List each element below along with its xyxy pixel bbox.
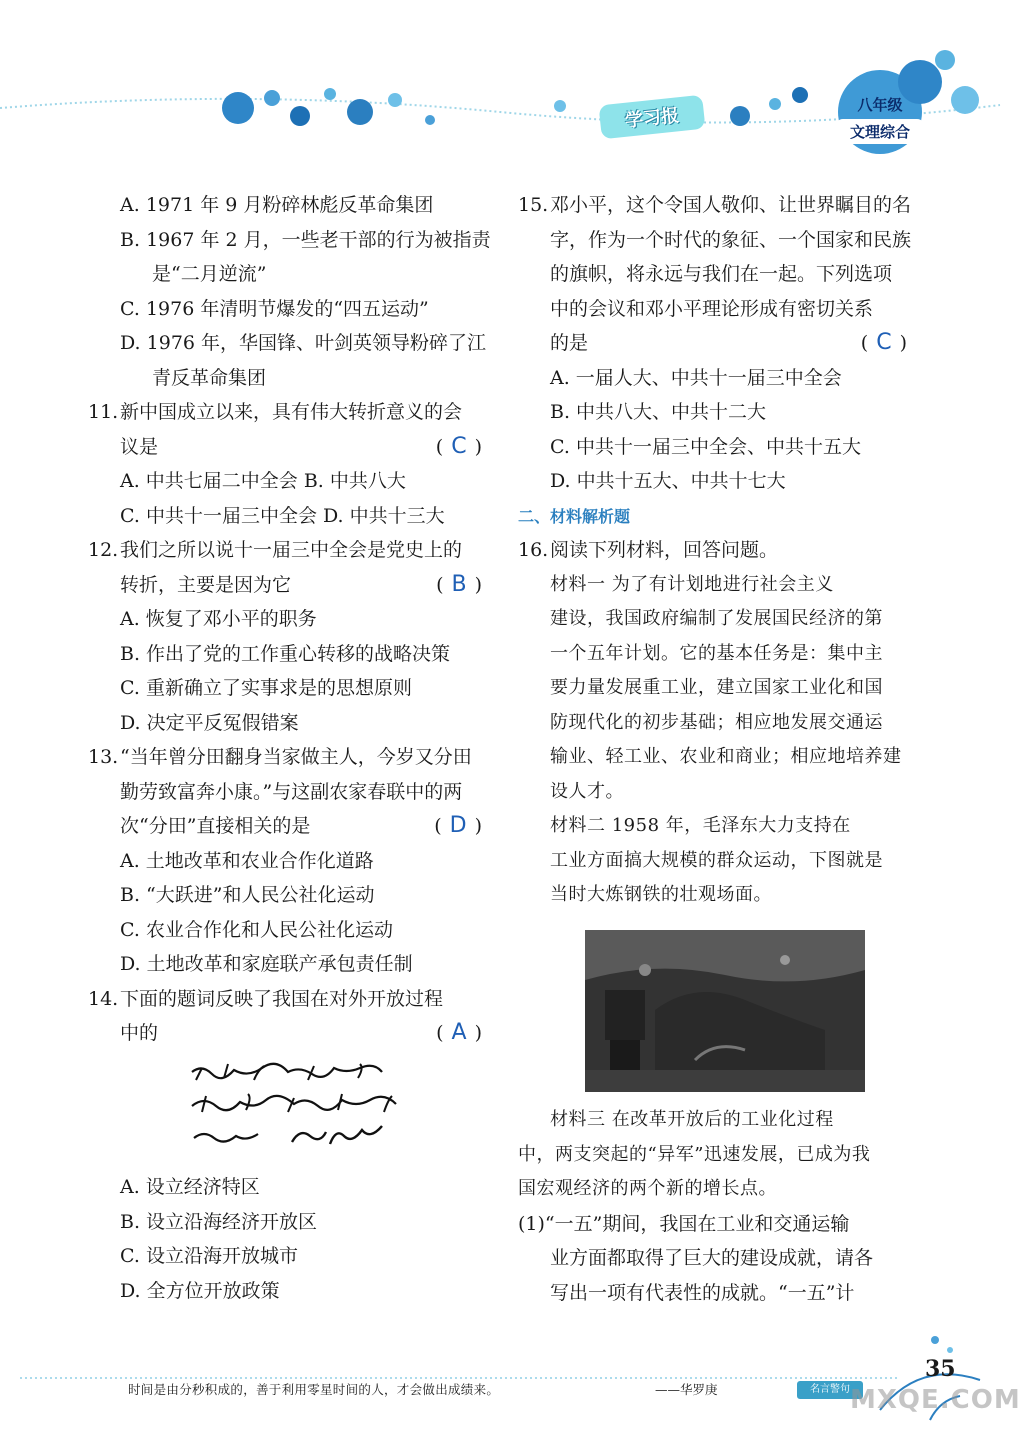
section-title: 二、材料解析题 [518, 506, 631, 526]
quote-author: ——华罗庚 [655, 1382, 718, 1397]
q12-option: D. 决定平反冤假错案 [120, 711, 299, 734]
question-15-cont: 字，作为一个时代的象征、一个国家和民族 [550, 228, 912, 251]
q10-option-cont: 青反革命集团 [152, 366, 267, 389]
question-15-cont: 中的会议和邓小平理论形成有密切关系 [550, 297, 874, 320]
page-footer [0, 1320, 1000, 1433]
q13-option: B. “大跃进”和人民公社化运动 [120, 884, 375, 906]
material-2-cont: 当时大炼钢铁的壮观场面。 [550, 884, 772, 905]
question-15-cont: 的是 ( C ) [518, 326, 913, 361]
page-number: 35 [925, 1356, 956, 1382]
q15-option: A. 一届人大、中共十一届三中全会 [550, 366, 842, 389]
q14-option: B. 设立沿海经济开放区 [120, 1210, 318, 1233]
motto-badge: 名言警句 [797, 1381, 863, 1399]
q12-option: A. 恢复了邓小平的职务 [120, 608, 317, 630]
q10-option-cont: 是“二月逆流” [152, 263, 267, 285]
q13-option: D. 土地改革和家庭联产承包责任制 [120, 953, 413, 975]
left-column [88, 188, 491, 1051]
material-1-cont: 要力量发展重工业，建立国家工业化和国 [550, 677, 883, 698]
material-2-cont: 工业方面搞大规模的群众运动，下图就是 [550, 849, 883, 871]
newspaper-tag: 学习报 [599, 95, 706, 140]
answer-q11: ( C ) [435, 433, 482, 459]
material-1-cont: 防现代化的初步基础；相应地发展交通运 [550, 711, 883, 733]
right-column-lower [518, 1103, 913, 1310]
q14-option: D. 全方位开放政策 [120, 1279, 280, 1302]
q11-option: C. 中共十一届三中全会 D. 中共十三大 [120, 504, 445, 527]
sub-question-1-cont: 写出一项有代表性的成就。“一五”计 [550, 1281, 855, 1304]
q10-option: B. 1967 年 2 月，一些老干部的行为被指责 [120, 228, 491, 251]
material-3: 材料三 在改革开放后的工业化过程 [550, 1109, 834, 1130]
question-13: 13.“当年曾分田翻身当家做主人，今岁又分田 [88, 746, 472, 768]
q14-options [88, 1170, 488, 1308]
q10-option: D. 1976 年，华国锋、叶剑英领导粉碎了江 [120, 332, 487, 354]
q12-option: C. 重新确立了实事求是的思想原则 [120, 677, 412, 699]
watermark: MXQE.COM [850, 1385, 1021, 1415]
footer-decoration [0, 1320, 1000, 1433]
q13-option: A. 土地改革和农业合作化道路 [120, 849, 374, 872]
q15-option: B. 中共八大、中共十二大 [550, 401, 767, 423]
q12-option: B. 作出了党的工作重心转移的战略决策 [120, 642, 451, 665]
question-15: 15.邓小平，这个令国人敬仰、让世界瞩目的名 [518, 194, 912, 216]
steel-making-photo [585, 930, 865, 1092]
q10-option: C. 1976 年清明节爆发的“四五运动” [120, 297, 429, 320]
answer-q13: ( D ) [434, 813, 482, 838]
q15-option: D. 中共十五大、中共十七大 [550, 470, 786, 492]
question-11: 11.新中国成立以来，具有伟大转折意义的会 [88, 401, 463, 423]
grade-label: 八年级 [857, 96, 903, 114]
calligraphy-inscription-image [188, 1058, 418, 1158]
sub-question-1: (1)“一五”期间，我国在工业和交通运输 [518, 1212, 850, 1235]
answer-q14: ( A ) [436, 1020, 482, 1045]
material-3-cont: 国宏观经济的两个新的增长点。 [518, 1178, 777, 1199]
q14-option: C. 设立沿海开放城市 [120, 1245, 298, 1267]
question-13-cont: 勤劳致富奔小康。”与这副农家春联中的两 [120, 780, 463, 803]
question-12: 12.我们之所以说十一届三中全会是党史上的 [88, 539, 463, 561]
question-13-cont: 次“分田”直接相关的是 ( D ) [88, 809, 488, 844]
material-1: 材料一 为了有计划地进行社会主义 [550, 573, 834, 595]
q13-option: C. 农业合作化和人民公社化运动 [120, 918, 393, 941]
photo-content [585, 930, 865, 1092]
page-header [0, 0, 1000, 170]
material-1-cont: 设人才。 [550, 780, 624, 802]
subject-label: 文理综合 [835, 119, 925, 144]
material-3-cont: 中，两支突起的“异军”迅速发展，已成为我 [518, 1143, 871, 1165]
material-1-cont: 建设，我国政府编制了发展国民经济的第 [550, 608, 883, 629]
q14-option: A. 设立经济特区 [120, 1176, 260, 1198]
sub-question-1-cont: 业方面都取得了巨大的建设成就，请各 [550, 1247, 874, 1269]
answer-q15: ( C ) [860, 330, 907, 355]
q10-option: A. 1971 年 9 月粉碎林彪反革命集团 [120, 194, 434, 216]
question-14-cont: 中的 ( A ) [88, 1016, 488, 1051]
material-1-cont: 输业、轻工业、农业和商业；相应地培养建 [550, 746, 902, 767]
material-1-cont: 一个五年计划。它的基本任务是：集中主 [550, 642, 883, 664]
grade-badge [835, 90, 925, 160]
q15-option: C. 中共十一届三中全会、中共十五大 [550, 435, 861, 458]
answer-q12: ( B ) [436, 571, 482, 597]
question-12-cont: 转折，主要是因为它 ( B ) [88, 568, 488, 603]
question-16: 16.阅读下列材料，回答问题。 [518, 539, 779, 561]
footer-quote: 时间是由分秒积成的，善于利用零星时间的人，才会做出成绩来。 [128, 1382, 500, 1397]
material-2: 材料二 1958 年，毛泽东大力支持在 [550, 815, 851, 836]
question-14: 14.下面的题词反映了我国在对外开放过程 [88, 987, 444, 1010]
question-11-cont: 议是 ( C ) [88, 430, 488, 465]
q11-option: A. 中共七届二中全会 B. 中共八大 [120, 470, 406, 492]
right-column [518, 188, 913, 913]
question-15-cont: 的旗帜，将永远与我们在一起。下列选项 [550, 263, 893, 285]
